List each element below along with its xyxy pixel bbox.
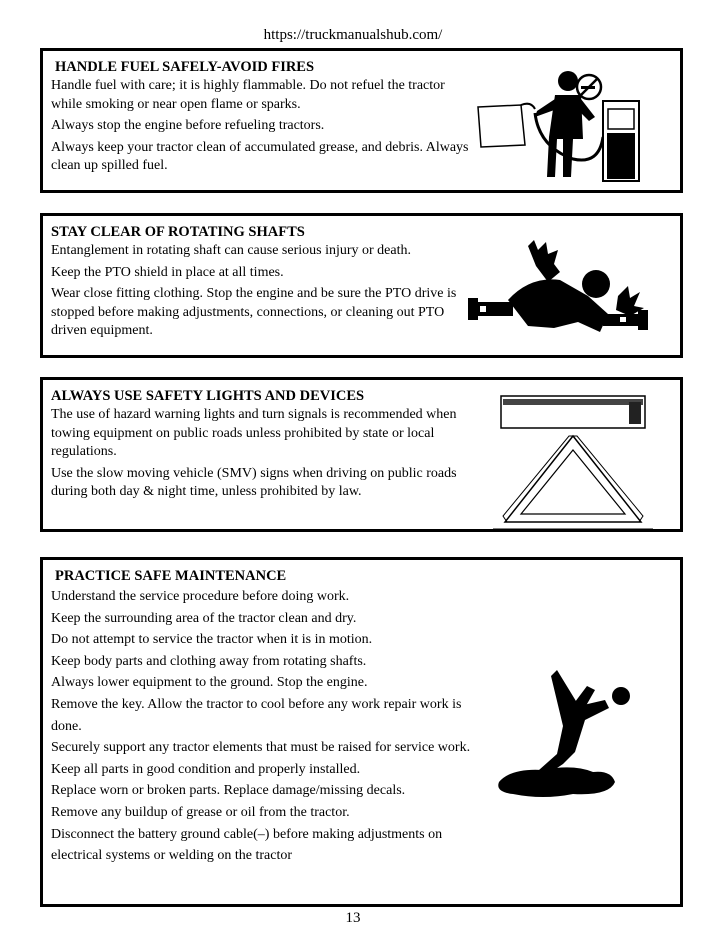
section-paragraph: Use the slow moving vehicle (SMV) signs when driving on public roads during both day & night time, unless prohibited by law.: [51, 465, 457, 499]
smv-triangle-sign-icon: [493, 392, 653, 532]
section-paragraph: Keep the surrounding area of the tractor clean and dry.: [51, 610, 357, 626]
section-title: STAY CLEAR OF ROTATING SHAFTS: [51, 224, 305, 240]
section-paragraph: Always stop the engine before refueling tractors.: [51, 118, 325, 133]
fuel-pump-no-smoking-icon: [473, 67, 643, 185]
section-paragraph: Handle fuel with care; it is highly flammable. Do not refuel the tractor while smoking or near open flame or sparks.: [51, 78, 445, 112]
section-paragraph: Disconnect the battery ground cable(–) before making adjustments on electrical systems or welding on the tractor: [51, 826, 443, 864]
section-title: PRACTICE SAFE MAINTENANCE: [55, 568, 287, 584]
section-paragraph: Understand the service procedure before doing work.: [51, 589, 350, 604]
person-slipping-icon: [493, 660, 643, 805]
section-paragraph: Keep body parts and clothing away from rotating shafts.: [51, 653, 367, 669]
section-paragraph: Always lower equipment to the ground. Stop the engine.: [51, 675, 368, 691]
section-paragraph: The use of hazard warning lights and turn signals is recommended when towing equipment on public roads unless prohibited by state or local regulations.: [51, 407, 457, 459]
safety-lights-section: [40, 377, 683, 532]
section-paragraph: Always keep your tractor clean of accumulated grease, and debris. Always clean up spilled fuel.: [51, 139, 469, 173]
page-number: 13: [345, 910, 361, 926]
section-paragraph: Remove any buildup of grease or oil from the tractor.: [51, 804, 350, 820]
section-paragraph: Wear close fitting clothing. Stop the engine and be sure the PTO drive is stopped before making adjustments, connections, or cleaning out PTO driven equipment.: [51, 286, 457, 338]
section-paragraph: Keep the PTO shield in place at all times.: [51, 264, 284, 280]
safe-maintenance-section: [40, 557, 683, 907]
section-paragraph: Replace worn or broken parts. Replace damage/missing decals.: [51, 783, 406, 799]
section-paragraph: Securely support any tractor elements that must be raised for service work.: [51, 740, 471, 756]
section-paragraph: Remove the key. Allow the tractor to cool before any work repair work is done.: [51, 696, 462, 734]
section-paragraph: Keep all parts in good condition and properly installed.: [51, 761, 361, 777]
section-title: ALWAYS USE SAFETY LIGHTS AND DEVICES: [51, 388, 365, 404]
rotating-shafts-section: [40, 213, 683, 358]
person-entangled-shaft-icon: [468, 236, 653, 346]
header-url: https://truckmanualshub.com/: [263, 27, 443, 43]
fuel-safety-section: [40, 48, 683, 193]
section-paragraph: Entanglement in rotating shaft can cause serious injury or death.: [51, 243, 412, 258]
section-title: HANDLE FUEL SAFELY-AVOID FIRES: [55, 59, 315, 75]
section-paragraph: Do not attempt to service the tractor when it is in motion.: [51, 632, 373, 648]
